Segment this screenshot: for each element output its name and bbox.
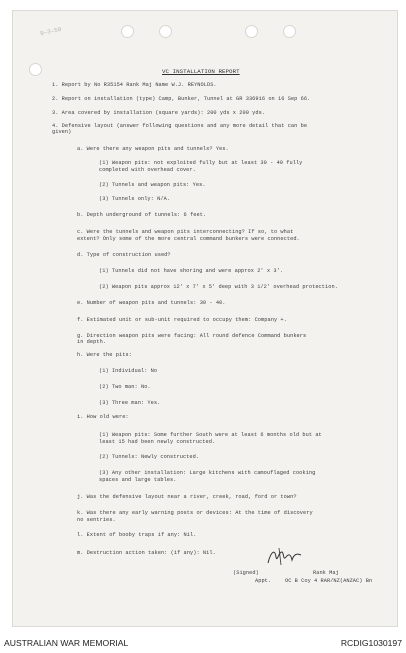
report-line: no sentries.: [77, 517, 116, 523]
report-line: f. Estimated unit or sub-unit required to occupy them: Company +.: [77, 317, 287, 323]
archive-credit: AUSTRALIAN WAR MEMORIAL: [4, 638, 129, 648]
signatory-rank: Rank Maj: [313, 570, 339, 576]
punch-hole: [159, 25, 172, 38]
handwritten-signature: [265, 545, 305, 569]
archive-id: RCDIG1030197: [340, 638, 402, 648]
punch-hole: [245, 25, 258, 38]
report-line: in depth.: [77, 339, 107, 345]
report-line: extent? Only some of the more central command bunkers were connected.: [77, 236, 300, 242]
report-line: (1) Individual: No: [99, 368, 158, 374]
report-line: (2) Two man: No.: [99, 384, 151, 390]
report-line: (2) Tunnels: Newly constructed.: [99, 454, 200, 460]
report-line: completed with overhead cover.: [99, 167, 196, 173]
report-line: 4. Defensive layout (answer following questions and any more detail that can be: [52, 123, 308, 129]
punch-hole: [29, 63, 42, 76]
report-line: m. Destruction action taken: (if any): Nil.: [77, 550, 216, 556]
report-line: l. Extent of booby traps if any: Nil.: [77, 532, 197, 538]
report-line: 2. Report on installation (type) Camp, Bunker, Tunnel at GR 336916 on 16 Sep 66.: [52, 96, 311, 102]
report-line: d. Type of construction used?: [77, 252, 171, 258]
report-line: given): [52, 129, 72, 135]
report-line: (3) Three man: Yes.: [99, 400, 161, 406]
punch-hole: [283, 25, 296, 38]
report-title: VC INSTALLATION REPORT: [162, 68, 240, 75]
report-line: least 15 had been newly constructed.: [99, 439, 216, 445]
pencil-note: 9—3–50: [39, 25, 63, 38]
report-line: (2) Tunnels and weapon pits: Yes.: [99, 182, 206, 188]
report-line: j. Was the defensive layout near a river, creek, road, ford or town?: [77, 494, 297, 500]
report-line: g. Direction weapon pits were facing: All round defence Command bunkers: [77, 333, 307, 339]
punch-hole: [121, 25, 134, 38]
report-line: i. How old were:: [77, 414, 129, 420]
report-line: a. Were there any weapon pits and tunnels? Yes.: [77, 146, 229, 152]
report-line: c. Were the tunnels and weapon pits interconnecting? If so, to what: [77, 229, 294, 235]
report-line: k. Was there any early warning posts or devices: At the time of discovery: [77, 510, 313, 516]
report-line: b. Depth underground of tunnels: 6 feet.: [77, 212, 207, 218]
report-line: (3) Tunnels only: N/A.: [99, 196, 171, 202]
report-line: 1. Report by No R35154 Rank Maj Name W.J. REYNOLDS.: [52, 82, 217, 88]
signed-label: (Signed): [233, 570, 259, 576]
report-line: (1) Weapon pits: not exploited fully but at least 30 - 40 fully: [99, 160, 303, 166]
report-line: spaces and large tables.: [99, 477, 177, 483]
signatory-appointment: Appt.: [255, 578, 272, 584]
report-line: (3) Any other installation: Large kitchens with camouflaged cooking: [99, 470, 316, 476]
signatory-unit: OC B Coy 4 RAR/NZ(ANZAC) Bn: [285, 578, 373, 584]
report-line: h. Were the pits:: [77, 352, 132, 358]
report-line: (2) Weapon pits approx 12' x 7' x 5' deep with 3 1/2' overhead protection.: [99, 284, 338, 290]
report-line: e. Number of weapon pits and tunnels: 30 - 40.: [77, 300, 226, 306]
report-line: (1) Weapon pits: Some further South were at least 6 months old but at: [99, 432, 322, 438]
report-line: (1) Tunnels did not have shoring and were approx 2' x 3'.: [99, 268, 284, 274]
report-line: 3. Area covered by installation (square yards): 200 yds x 200 yds.: [52, 110, 266, 116]
